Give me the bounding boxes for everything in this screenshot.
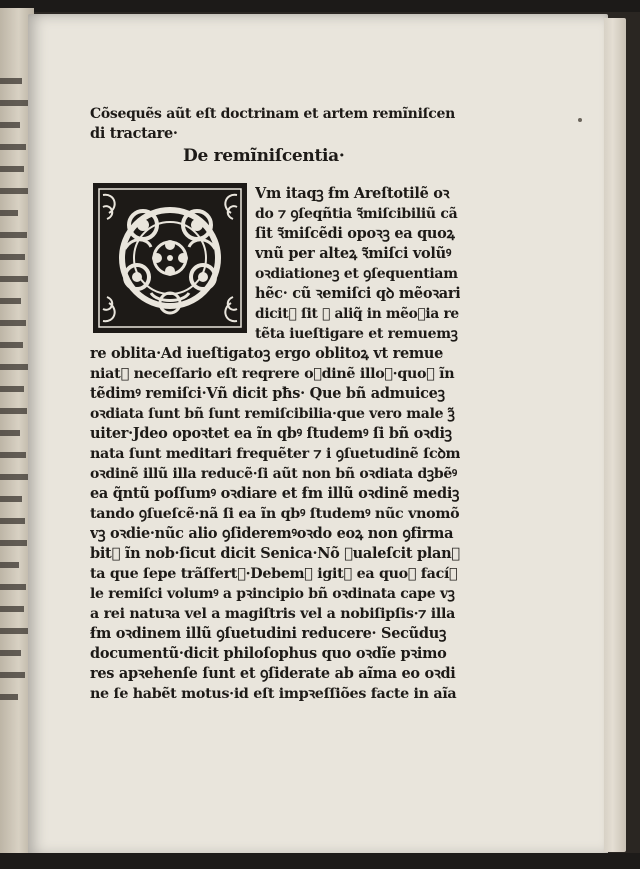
text-line: oꝛdiata ſunt bñ ſunt remiſcibilia·que vero male ꝫ̃ <box>90 406 455 422</box>
text-line: uiter·Jdeo opoꝛtet ea ĩn qbꝰ ſtudemꝰ ſi bñ oꝛdiꝫ <box>90 425 452 442</box>
scan-background-top <box>0 0 640 12</box>
text-line: nata ſunt meditari frequẽter ⁊ i ꝯſuetudinẽ ſcꝺm <box>90 446 460 462</box>
text-line: tando ꝯſueſcẽ·nã ſi ea ĩn qbꝰ ſtudemꝰ nũc vnomõ <box>90 506 460 522</box>
intro-line: di tractare· <box>90 125 178 142</box>
text-line: tẽta iueſtigare et remuemꝫ <box>255 326 458 342</box>
text-line: oꝛdinẽ illũ illa reducẽ·ſi aũt non bñ oꝛdiata dꝫbẽꝰ <box>90 466 457 482</box>
text-line: vꝫ oꝛdie·nũc alio ꝯſideremꝰoꝛdo eoꝝ non ꝯfirma <box>90 525 454 542</box>
text-line: res apꝛehenſe ſunt et ꝯſiderate ab aĩma eo oꝛdi <box>90 665 456 682</box>
text-line: dicitᷓ ſit ꝑ aliq̃ in mẽoꝛia re <box>255 306 459 322</box>
text-line: ea q̃ntũ poſſumꝰ oꝛdiare et ẜm illũ oꝛdinẽ mediꝫ <box>90 485 460 502</box>
text-line: vnũ per alteꝝ ꝛ̃miſci volũꝰ <box>255 245 452 262</box>
text-line: niatᷓ neceſſario eſt reqrere oꝛdinẽ illoꝝ·quoꝝ ĩn <box>90 366 455 382</box>
page-speck <box>578 118 582 122</box>
text-line: oꝛdiationeꝫ et ꝯſequentiam <box>255 266 458 282</box>
page-stack-edge <box>604 18 626 852</box>
text-line: ſit ꝛ̃miſcẽdi opoꝛꝫ ea quoꝝ <box>255 225 455 242</box>
intro-line: Cõsequẽs aũt eſt doctrinam et artem remĩniſcen <box>90 106 456 122</box>
text-line: Vm itaqꝫ ẜm Areſtotilẽ oꝛ <box>255 185 450 202</box>
text-line: documentũ·dicit philoſophus quo oꝛdĩe pꝛimo <box>90 645 447 662</box>
section-heading: De remĩniſcentia· <box>183 146 345 166</box>
text-line: ne ſe habẽt motus·id eſt impꝛeſſiões facte in aĩa <box>90 686 457 702</box>
text-line: a rei natuꝛa vel a magiſtris vel a nobiſipſis·⁊ illa <box>90 606 456 622</box>
text-line: ta que ſepe trãſfertᷓ·Debemꝰ igitᷓ ea quoꝝ facíꝫ <box>90 566 458 582</box>
decorated-initial <box>93 183 247 333</box>
text-line: bitᷓ ĩn nob·ſicut dicit Senica·Nõ ꝯualeſcit planꝫ <box>90 545 460 562</box>
text-line: hẽc· cũ ꝛemiſci qꝺ mẽoꝛari <box>255 285 460 302</box>
scan-background-bottom <box>0 853 640 869</box>
text-line: ẜm oꝛdinem illũ ꝯſuetudini reducere· Secũduꝫ <box>90 625 447 642</box>
text-line: le remiſci volumꝰ a pꝛincipio bñ oꝛdinata cape vꝫ <box>90 586 455 602</box>
text-line: tẽdimꝰ remiſci·Vñ dicit pħs· Que bñ admuiceꝫ <box>90 385 445 402</box>
text-line: do ⁊ ꝯſeqñtia ꝛ̃miſcibiliũ cã <box>255 206 458 222</box>
text-line: re oblita·Ad iueſtigatoꝫ ergo oblitoꝝ vt remue <box>90 345 444 362</box>
